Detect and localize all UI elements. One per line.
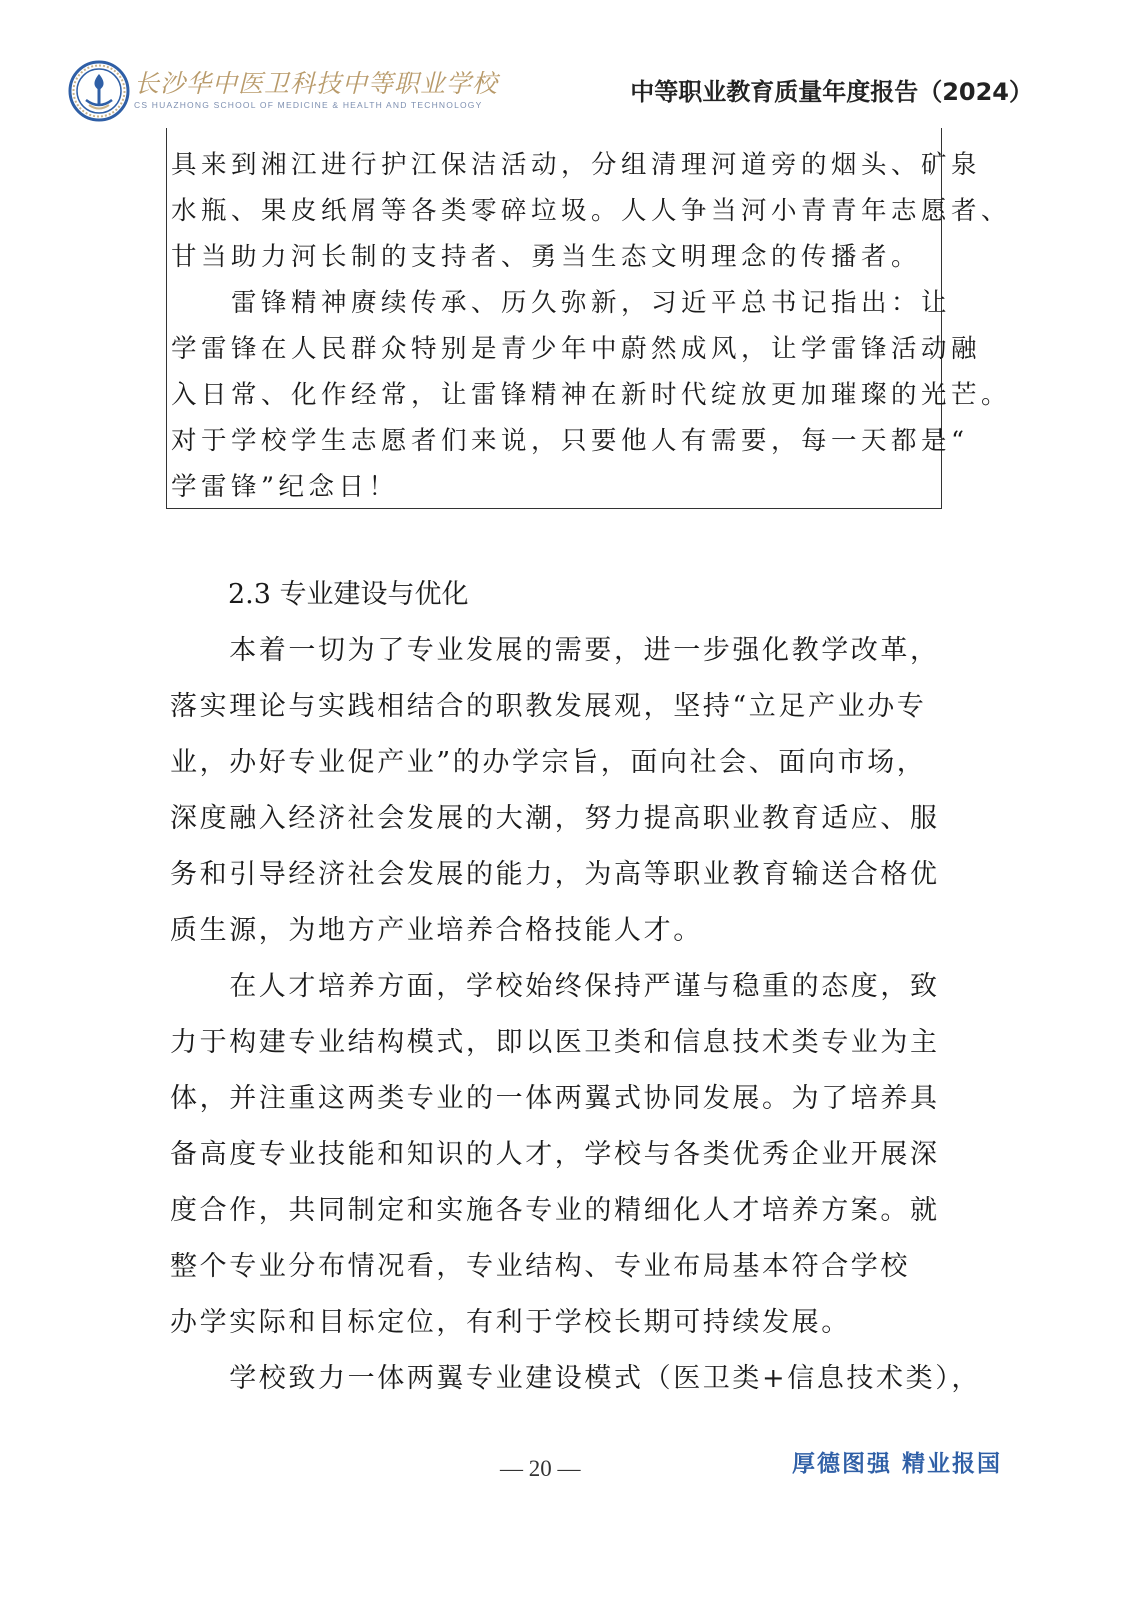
body-line: 体，并注重这两类专业的一体两翼式协同发展。为了培养具 (170, 1083, 940, 1114)
body-line: 学校致力一体两翼专业建设模式（医卫类+信息技术类）， (170, 1363, 981, 1394)
school-motto: 厚德图强 精业报国 (792, 1451, 1003, 1477)
report-title: 中等职业教育质量年度报告（2024） (630, 78, 1033, 106)
body-line: 务和引导经济社会发展的能力，为高等职业教育输送合格优 (170, 859, 940, 890)
body-line: 业，办好专业促产业”的办学宗旨，面向社会、面向市场， (170, 747, 927, 778)
body-line: 备高度专业技能和知识的人才，学校与各类优秀企业开展深 (170, 1139, 940, 1170)
school-name: 长沙华中医卫科技中等职业学校 (134, 69, 499, 98)
school-name-english: CS HUAZHONG SCHOOL OF MEDICINE & HEALTH AND TECHNOLOGY (134, 100, 483, 110)
page-number: — 20 — (500, 1456, 581, 1481)
body-line: 本着一切为了专业发展的需要，进一步强化教学改革， (170, 635, 940, 666)
body-line: 深度融入经济社会发展的大潮，努力提高职业教育适应、服 (170, 803, 940, 834)
body-line: 办学实际和目标定位，有利于学校长期可持续发展。 (170, 1307, 851, 1338)
boxed-line: 甘当助力河长制的支持者、勇当生态文明理念的传播者。 (171, 242, 922, 272)
body-line: 力于构建专业结构模式，即以医卫类和信息技术类专业为主 (170, 1027, 940, 1058)
boxed-line: 具来到湘江进行护江保洁活动，分组清理河道旁的烟头、矿泉 (171, 150, 982, 180)
boxed-line: 水瓶、果皮纸屑等各类零碎垃圾。人人争当河小青青年志愿者、 (171, 196, 1012, 226)
body-line: 在人才培养方面，学校始终保持严谨与稳重的态度，致 (170, 971, 940, 1002)
page-header (0, 0, 1131, 130)
body-line: 整个专业分布情况看，专业结构、专业布局基本符合学校 (170, 1251, 910, 1282)
body-line: 质生源，为地方产业培养合格技能人才。 (170, 915, 703, 946)
school-seal-icon (68, 60, 130, 122)
boxed-line: 雷锋精神赓续传承、历久弥新，习近平总书记指出：让 (171, 288, 952, 318)
boxed-line: 入日常、化作经常，让雷锋精神在新时代绽放更加璀璨的光芒。 (171, 380, 1012, 410)
boxed-line: 学雷锋”纪念日！ (171, 472, 399, 502)
boxed-passage (166, 128, 1012, 509)
body-line: 度合作，共同制定和实施各专业的精细化人才培养方案。就 (170, 1195, 940, 1226)
section-heading: 2.3 专业建设与优化 (228, 579, 469, 610)
boxed-line: 学雷锋在人民群众特别是青少年中蔚然成风，让学雷锋活动融 (171, 334, 982, 364)
body-line: 落实理论与实践相结合的职教发展观，坚持“立足产业办专 (170, 691, 927, 722)
boxed-line: 对于学校学生志愿者们来说，只要他人有需要，每一天都是“ (171, 426, 969, 456)
